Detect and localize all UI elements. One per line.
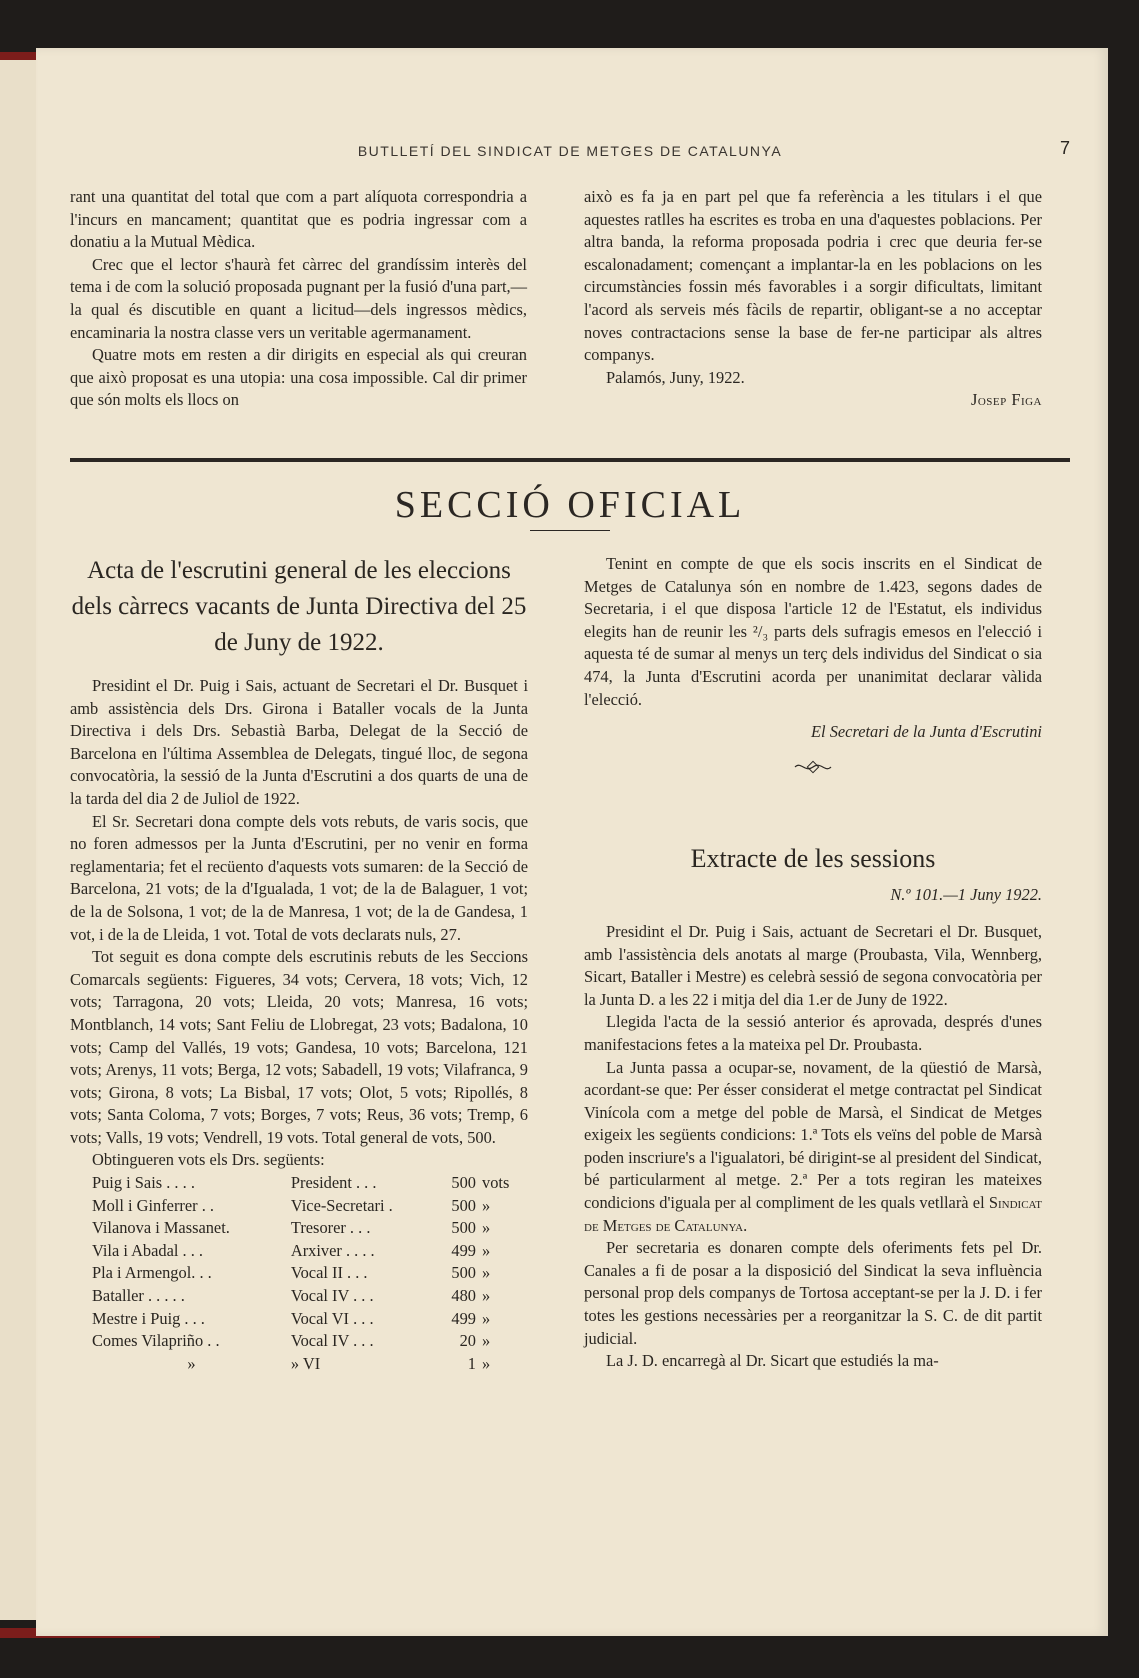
right-column [584,553,1042,1373]
paragraph: això es fa ja en part pel que fa referència a les titulars i el que aquestes ratlles ha escrites es troba en una d'aquestes poblacions. Per altra banda, la reforma proposada podria i crec que deuria fer-se escalonadament; començant a implantar-la en les poblacions on les circumstàncies fossin més favorables i a sorgir dificultats, limitant l'acord als serveis més fàcils de repartir, obligant-se a no acceptar noves contractacions sense la base de fer-ne participar als altres companys. [584,187,1042,365]
vote-count: 500 [451,1195,476,1215]
ornament-icon [584,760,1042,783]
extracte-title: Extracte de les sessions [690,844,936,874]
article-continuation-left [70,186,527,412]
page [36,48,1108,1636]
candidate-name: Puig i Sais . . . . [92,1173,195,1193]
paragraph: Quatre mots em resten a dir dirigits en especial als qui creuran que això proposat es una utopia: una cosa impossible. Cal dir primer que són molts els llocs on [70,345,527,410]
vote-unit: » [482,1331,491,1351]
paragraph: La J. D. encarregà al Dr. Sicart que estudiés la ma- [606,1351,939,1371]
vote-unit: » [482,1218,491,1238]
vote-count: 500 [451,1263,476,1283]
running-header: BUTLLETÍ DEL SINDICAT DE METGES DE CATALUNYA [357,143,783,159]
vote-count: 499 [451,1240,476,1260]
candidate-role: Vocal IV . . . [290,1331,374,1351]
vote-count: 20 [459,1331,476,1351]
candidate-name: Moll i Ginferrer . . [92,1195,214,1215]
section-title: SECCIÓ OFICIAL [394,484,746,526]
vote-unit: » [482,1286,491,1306]
paragraph: El Sr. Secretari dona compte dels vots rebuts, de varis socis, que no foren admessos per la Junta d'Escrutini, per no venir en forma reglamentaria; fet el recüento d'aquests vots sumaren: de la Secció de Barcelona, 21 vots; de la d'Igualada, 1 vot; de la de Balaguer, 1 vot; de la de Solsona, 1 vot; de la de Manresa, 1 vot; de la de Gandesa, 1 vot, i de la de Lleida, 1 vot. Total de vots declarats nuls, 27. [70,811,528,944]
paragraph: Tot seguit es dona compte dels escrutinis rebuts de les Seccions Comarcals següents: Figueres, 34 vots; Cervera, 18 vots; Vich, 12 vots; Tarragona, 20 vots; Lleida, 20 vots; Manresa, 16 vots; Montblanch, 14 vots; Sant Feliu de Llobregat, 23 vots; Badalona, 10 vots; Camp del Vallés, 19 vots; Gandesa, 10 vots; Barcelona, 121 vots; Arenys, 11 vots; Berga, 12 vots; Sabadell, 19 vots; Vilafranca, 9 vots; Girona, 8 vots; La Bisbal, 17 vots; Olot, 5 vots; Ripollés, 8 vots; Santa Coloma, 7 vots; Borges, 7 vots; Reus, 36 vots; Tremp, 6 vots; Valls, 19 vots; Vendrell, 19 vots. Total general de vots, 500. [70,947,528,1147]
table-row [92,1353,522,1376]
table-row [92,1195,522,1218]
table-row [92,1262,522,1285]
vote-count: 500 [451,1173,476,1193]
table-row [92,1285,522,1308]
vote-count: 499 [451,1308,476,1328]
title-underline [530,530,610,531]
vote-count: 500 [451,1218,476,1238]
table-row [92,1172,522,1195]
candidate-role: Tresorer . . . [290,1218,371,1238]
candidate-role: Vice-Secretari . [290,1195,393,1215]
candidate-role: President . . . [290,1173,377,1193]
paragraph: Crec que el lector s'haurà fet càrrec del grandíssim interès del tema i de com la solució proposada pugnant per la fusió d'una part,—la qual és discutible en quant a licitud—dels ingressos mèdics, encaminaria la nostra classe vers un veritable agermanament. [70,254,527,342]
table-row [92,1308,522,1331]
vote-unit: » [482,1240,491,1260]
vote-count: 1 [467,1353,476,1373]
votes-table [92,1172,522,1375]
vote-unit: » [482,1195,491,1215]
acta-title: Acta de l'escrutini general de les eleccions dels càrrecs vacants de Junta Directiva del 25 de Juny de 1922. [71,557,527,656]
paragraph: Presidint el Dr. Puig i Sais, actuant de Secretari el Dr. Busquet i amb assistència dels Drs. Girona i Bataller vocals de la Junta Directiva i dels Drs. Sebastià Barba, Delegat de la Secció de Barcelona en l'última Assemblea de Delegats, tingué lloc, de segona convocatòria, la sessió de la Junta d'Escrutini a dos quarts de una de la tarda del dia 2 de Juliol de 1922. [70,676,528,808]
table-row [92,1217,522,1240]
candidate-name: Vilanova i Massanet. [92,1218,230,1238]
candidate-role: Vocal VI . . . [290,1308,374,1328]
candidate-name: Vila i Abadal . . . [92,1240,203,1260]
paragraph: Palamós, Juny, 1922. [606,367,745,387]
acta-column [70,553,528,1375]
paragraph: Presidint el Dr. Puig i Sais, actuant de Secretari el Dr. Busquet, amb l'assistència dels anotats al marge (Proubasta, Vila, Wennberg, Sicart, Bataller i Mestre) es celebrà sessió de segona convocatòria per la Junta D. a les 22 i mitja del dia 1.er de Juny de 1922. [584,921,1042,1009]
vote-unit: » [482,1263,491,1283]
vote-unit: » [482,1353,491,1373]
paragraph: Obtingueren vots els Drs. següents: [92,1150,325,1170]
candidate-role: » VI [290,1353,321,1373]
candidate-name: » [187,1353,196,1373]
candidate-role: Arxiver . . . . [290,1240,375,1260]
session-number: N.º 101.—1 Juny 1922. [890,885,1042,905]
candidate-name: Bataller . . . . . [92,1286,185,1306]
table-row [92,1240,522,1263]
paragraph: Tenint en compte de que els socis inscrits en el Sindicat de Metges de Catalunya són en nombre de 1.423, segons dades de Secretaria, i el que disposa l'article 12 de l'Estatut, els individus elegits han de reunir les ²/₃ parts dels sufragis emesos en l'elecció i aquesta té de sumar al menys un terç dels individus del Sindicat o sia 474, la Junta d'Escrutini acorda per unanimitat declarar vàlida l'elecció. [584,554,1042,709]
paragraph-text: La Junta passa a ocupar-se, novament, de la qüestió de Marsà, acordant-se que: Per ésser considerat el metge contractat pel Sindicat Vinícola com a metge del poble de Marsà, el Sindicat de Metges exigeix les següents condicions: 1.ª Tots els veïns del poble de Marsà poden inscriure's a l'igualatori, bé dirigint-se al president del Sindicat, bé particularment al metge. 2.ª Per a tots regiran les mateixes condicions d'iguala per al compliment de les quals vetllarà el [584,1057,1042,1213]
candidate-name: Pla i Armengol. . . [92,1263,212,1283]
candidate-role: Vocal IV . . . [290,1286,374,1306]
acta-signature: El Secretari de la Junta d'Escrutini [811,722,1042,742]
sindicat-name: Sindicat de Metges de Catalunya. [584,1193,1042,1235]
paragraph [584,1057,1042,1238]
author-signature: Josep Figa [970,390,1042,410]
article-continuation-right [584,186,1042,412]
vote-unit: » [482,1308,491,1328]
candidate-role: Vocal II . . . [290,1263,368,1283]
vote-unit: vots [482,1173,510,1193]
paragraph: rant una quantitat del total que com a part alíquota correspondria a l'incurs en mancament; quantitat que es podria ingressar com a donatiu a la Mutual Mèdica. [70,187,527,252]
section-divider [70,458,1070,462]
paragraph: Per secretaria es donaren compte dels oferiments fets pel Dr. Canales a fi de posar a la disposició del Sindicat la seva influència personal prop dels companys de Tortosa acceptant-se per la J. D. i fer totes les gestions necessàries per a reorganitzar la S. C. de dit partit judicial. [584,1238,1042,1348]
candidate-name: Mestre i Puig . . . [92,1308,205,1328]
table-row [92,1330,522,1353]
candidate-name: Comes Vilapriño . . [92,1331,220,1351]
paragraph: Llegida l'acta de la sessió anterior és aprovada, després d'unes manifestacions fetes a la mateixa pel Dr. Proubasta. [584,1012,1042,1054]
page-number: 7 [1059,138,1070,158]
vote-count: 480 [451,1286,476,1306]
